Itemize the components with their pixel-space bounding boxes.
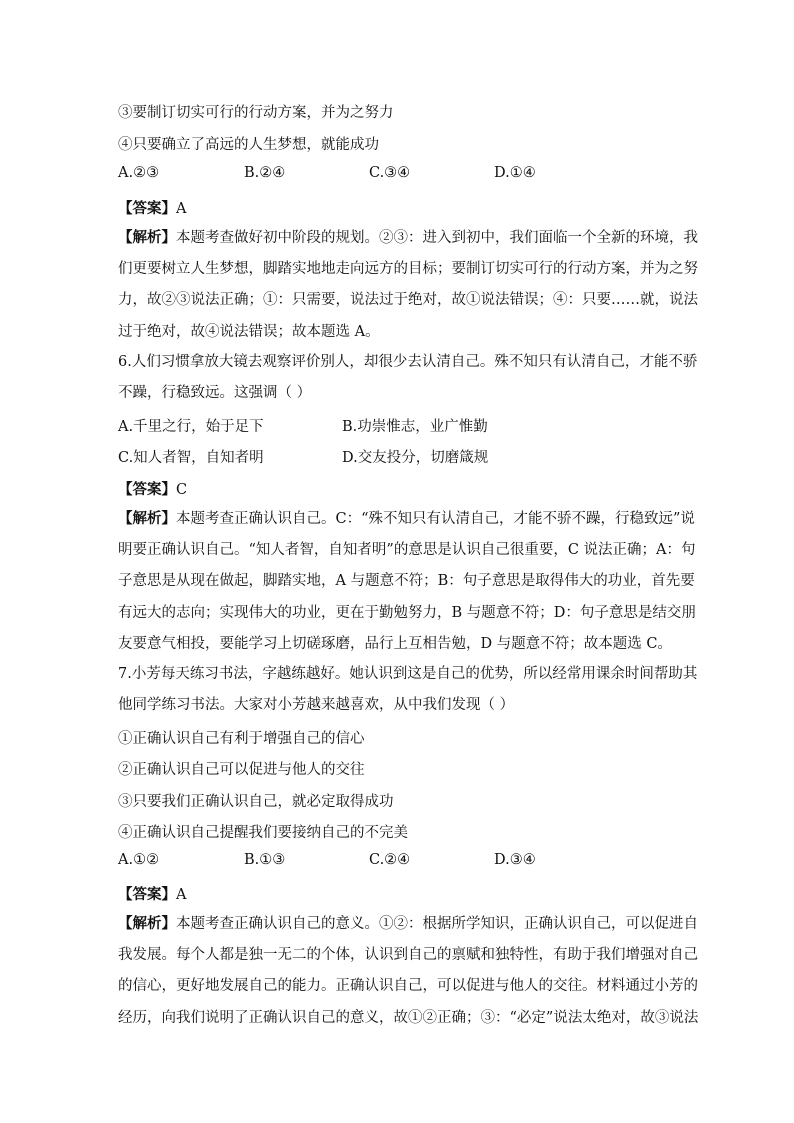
analysis-line: 友要意气相投，要能学习上切磋琢磨，品行上互相告勉，D 与题意不符；故本题选 C。 xyxy=(118,635,672,652)
analysis-line: 们更要树立人生梦想，脚踏实地地走向远方的目标；要制订切实可行的行动方案，并为之努 xyxy=(118,261,698,278)
stem-line: 7.小芳每天练习书法，字越练越好。她认识到这是自己的优势，所以经常用课余时间帮助其 xyxy=(118,666,698,682)
q7-item-3: ③只要我们正确认识自己，就必定取得成功 xyxy=(118,794,394,810)
q7-option-b: B.①③ xyxy=(244,852,286,868)
answer-label: 【答案】 xyxy=(118,481,176,498)
analysis-label: 【解析】 xyxy=(118,510,176,527)
q5-option-a: A.②③ xyxy=(118,165,160,181)
q7-option-c: C.②④ xyxy=(369,852,411,868)
q7-stem xyxy=(118,659,698,721)
answer-value: A xyxy=(176,887,187,903)
q5-item-3: ③要制订切实可行的行动方案，并为之努力 xyxy=(118,105,394,121)
q7-item-1: ①正确认识自己有利于增强自己的信心 xyxy=(118,731,365,747)
q7-item-2: ②正确认识自己可以促进与他人的交往 xyxy=(118,762,365,778)
stem-line: 不躁，行稳致远。这强调（ ） xyxy=(118,385,312,402)
answer-value: C xyxy=(176,482,188,498)
answer-value: A xyxy=(176,201,187,217)
analysis-label: 【解析】 xyxy=(118,229,176,246)
analysis-line: 过于绝对，故④说法错误；故本题选 A。 xyxy=(118,323,380,340)
analysis-line: 本题考查做好初中阶段的规划。②③：进入到初中，我们面临一个全新的环境，我 xyxy=(176,230,698,246)
q7-analysis xyxy=(118,908,699,1034)
q5-option-c: C.③④ xyxy=(369,165,411,181)
answer-label: 【答案】 xyxy=(118,200,176,217)
analysis-line: 本题考查正确认识自己的意义。①②：根据所学知识，正确认识自己，可以促进自 xyxy=(176,916,698,932)
analysis-label: 【解析】 xyxy=(118,915,176,932)
analysis-line: 子意思是从现在做起，脚踏实地，A 与题意不符；B：句子意思是取得伟大的功业，首先要 xyxy=(118,573,695,590)
q6-stem xyxy=(118,347,698,409)
q7-item-4: ④正确认识自己提醒我们要接纳自己的不完美 xyxy=(118,825,408,841)
q5-option-b: B.②④ xyxy=(244,165,286,181)
analysis-line: 的信心，更好地发展自己的能力。正确认识自己，可以促进与他人的交往。材料通过小芳的 xyxy=(118,978,698,995)
q5-answer xyxy=(118,197,186,218)
q5-analysis xyxy=(118,222,698,348)
q5-option-d: D.①④ xyxy=(494,165,536,181)
q7-answer xyxy=(118,883,186,904)
answer-label: 【答案】 xyxy=(118,886,176,903)
q6-option-d: D.交友投分，切磨箴规 xyxy=(342,450,489,466)
q5-item-4: ④只要确立了高远的人生梦想，就能成功 xyxy=(118,137,379,153)
analysis-line: 明要正确认识自己。“知人者智，自知者明”的意思是认识自己很重要，C 说法正确；A：句 xyxy=(118,542,696,559)
analysis-line: 本题考查正确认识自己。C：“殊不知只有认清自己，才能不骄不躁，行稳致远”说 xyxy=(176,511,695,527)
stem-line: 他同学练习书法。大家对小芳越来越喜欢，从中我们发现（ ） xyxy=(118,697,515,714)
q6-analysis xyxy=(118,503,696,660)
q6-option-a: A.千里之行，始于足下 xyxy=(118,419,264,435)
q6-option-b: B.功崇惟志，业广惟勤 xyxy=(342,419,488,435)
q6-answer xyxy=(118,478,187,499)
stem-line: 6.人们习惯拿放大镜去观察评价别人，却很少去认清自己。殊不知只有认清自己，才能不骄 xyxy=(118,354,698,370)
analysis-line: 力，故②③说法正确；①：只需要，说法过于绝对，故①说法错误；④：只要……就，说法 xyxy=(118,292,698,309)
q6-option-c: C.知人者智，自知者明 xyxy=(118,450,264,466)
q7-option-d: D.③④ xyxy=(494,852,536,868)
q7-option-a: A.①② xyxy=(118,852,160,868)
analysis-line: 经历，向我们说明了正确认识自己的意义，故①②正确；③：“必定”说法太绝对，故③说法 xyxy=(118,1009,699,1026)
analysis-line: 我发展。每个人都是独一无二的个体，认识到自己的禀赋和独特性，有助于我们增强对自己 xyxy=(118,947,698,964)
analysis-line: 有远大的志向；实现伟大的功业，更在于勤勉努力，B 与题意不符；D：句子意思是结交朋 xyxy=(118,604,696,621)
